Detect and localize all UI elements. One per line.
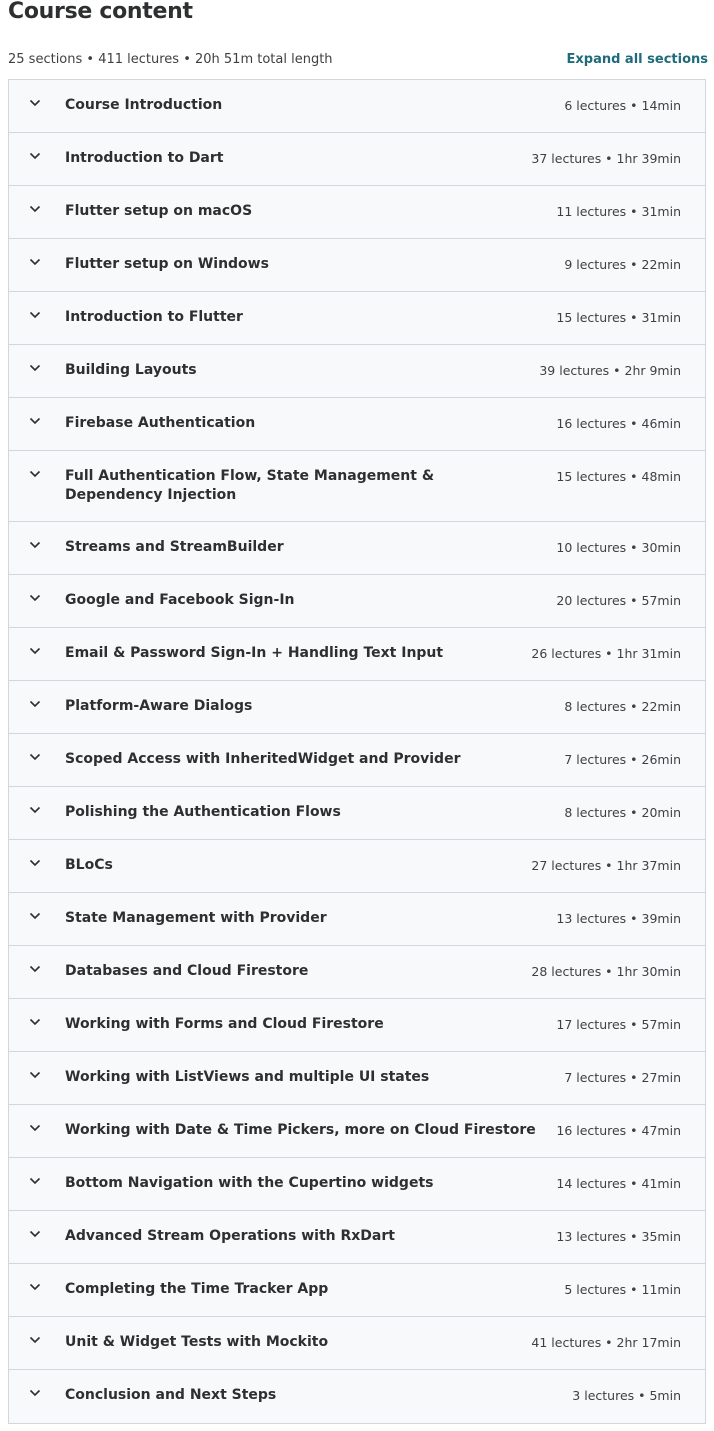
section-title: Course Introduction (65, 97, 223, 113)
section-meta: 14 lectures • 41min (556, 1176, 681, 1191)
chevron-down-icon (9, 1211, 65, 1238)
chevron-down-icon (9, 1370, 65, 1397)
section-meta: 37 lectures • 1hr 39min (531, 151, 681, 166)
chevron-down-icon (9, 239, 65, 266)
section-row[interactable] (9, 239, 705, 292)
section-title: Full Authentication Flow, State Management & Dependency Injection (65, 468, 435, 503)
section-row[interactable] (9, 292, 705, 345)
section-title: Working with Date & Time Pickers, more on Cloud Firestore (65, 1122, 536, 1138)
chevron-down-icon (9, 734, 65, 761)
section-meta: 8 lectures • 22min (564, 699, 681, 714)
section-title: Polishing the Authentication Flows (65, 804, 341, 820)
course-sections-list (8, 79, 706, 1424)
section-meta: 16 lectures • 47min (556, 1123, 681, 1138)
section-meta: 20 lectures • 57min (556, 593, 681, 608)
section-meta: 3 lectures • 5min (572, 1388, 681, 1403)
chevron-down-icon (9, 80, 65, 107)
section-title: Firebase Authentication (65, 415, 256, 431)
section-row[interactable] (9, 575, 705, 628)
section-title: Working with Forms and Cloud Firestore (65, 1016, 384, 1032)
section-meta: 41 lectures • 2hr 17min (531, 1335, 681, 1350)
section-row[interactable] (9, 999, 705, 1052)
section-meta: 15 lectures • 31min (556, 310, 681, 325)
section-title: Introduction to Flutter (65, 309, 243, 325)
section-row[interactable] (9, 522, 705, 575)
chevron-down-icon (9, 787, 65, 814)
section-title: State Management with Provider (65, 910, 327, 926)
chevron-down-icon (9, 681, 65, 708)
section-title: Building Layouts (65, 362, 197, 378)
section-title: Advanced Stream Operations with RxDart (65, 1228, 395, 1244)
chevron-down-icon (9, 575, 65, 602)
section-meta: 15 lectures • 48min (556, 469, 681, 484)
section-title: Flutter setup on Windows (65, 256, 269, 272)
section-meta: 8 lectures • 20min (564, 805, 681, 820)
section-row[interactable] (9, 133, 705, 186)
section-row[interactable] (9, 345, 705, 398)
section-row[interactable] (9, 681, 705, 734)
chevron-down-icon (9, 292, 65, 319)
section-meta: 26 lectures • 1hr 31min (531, 646, 681, 661)
section-title: Platform-Aware Dialogs (65, 698, 253, 714)
section-title: Streams and StreamBuilder (65, 539, 284, 555)
section-meta: 13 lectures • 39min (556, 911, 681, 926)
section-title: Unit & Widget Tests with Mockito (65, 1334, 329, 1350)
section-title: Working with ListViews and multiple UI states (65, 1069, 430, 1085)
section-meta: 7 lectures • 26min (564, 752, 681, 767)
chevron-down-icon (9, 451, 65, 478)
chevron-down-icon (9, 1264, 65, 1291)
section-meta: 13 lectures • 35min (556, 1229, 681, 1244)
section-meta: 16 lectures • 46min (556, 416, 681, 431)
chevron-down-icon (9, 999, 65, 1026)
chevron-down-icon (9, 398, 65, 425)
section-row[interactable] (9, 893, 705, 946)
section-title: Flutter setup on macOS (65, 203, 253, 219)
section-title: Databases and Cloud Firestore (65, 963, 309, 979)
section-row[interactable] (9, 1211, 705, 1264)
section-meta: 27 lectures • 1hr 37min (531, 858, 681, 873)
section-row[interactable] (9, 734, 705, 787)
chevron-down-icon (9, 133, 65, 160)
section-row[interactable] (9, 1370, 705, 1423)
section-meta: 5 lectures • 11min (564, 1282, 681, 1297)
section-meta: 6 lectures • 14min (564, 98, 681, 113)
section-row[interactable] (9, 628, 705, 681)
section-title: Scoped Access with InheritedWidget and Provider (65, 751, 461, 767)
section-row[interactable] (9, 1158, 705, 1211)
section-row[interactable] (9, 946, 705, 999)
section-row[interactable] (9, 787, 705, 840)
section-meta: 11 lectures • 31min (556, 204, 681, 219)
section-title: Bottom Navigation with the Cupertino widgets (65, 1175, 434, 1191)
chevron-down-icon (9, 1158, 65, 1185)
section-meta: 10 lectures • 30min (556, 540, 681, 555)
section-row[interactable] (9, 186, 705, 239)
section-row[interactable] (9, 398, 705, 451)
section-row[interactable] (9, 1264, 705, 1317)
section-title: Google and Facebook Sign-In (65, 592, 295, 608)
section-title: Email & Password Sign-In + Handling Text Input (65, 645, 444, 661)
chevron-down-icon (9, 1105, 65, 1132)
section-row[interactable] (9, 80, 705, 133)
section-title: BLoCs (65, 857, 113, 873)
chevron-down-icon (9, 840, 65, 867)
chevron-down-icon (9, 893, 65, 920)
section-title: Introduction to Dart (65, 150, 224, 166)
expand-all-sections-button[interactable]: Expand all sections (566, 51, 708, 67)
section-row[interactable] (9, 451, 705, 522)
chevron-down-icon (9, 1052, 65, 1079)
section-row[interactable] (9, 840, 705, 893)
course-summary: 25 sections • 411 lectures • 20h 51m total length (8, 51, 333, 67)
section-row[interactable] (9, 1105, 705, 1158)
page-title: Course content (8, 0, 193, 24)
section-title: Conclusion and Next Steps (65, 1387, 277, 1403)
section-meta: 9 lectures • 22min (564, 257, 681, 272)
section-meta: 17 lectures • 57min (556, 1017, 681, 1032)
chevron-down-icon (9, 186, 65, 213)
chevron-down-icon (9, 1317, 65, 1344)
course-summary-bar (8, 48, 708, 70)
chevron-down-icon (9, 345, 65, 372)
chevron-down-icon (9, 628, 65, 655)
section-row[interactable] (9, 1317, 705, 1370)
section-meta: 28 lectures • 1hr 30min (531, 964, 681, 979)
chevron-down-icon (9, 522, 65, 549)
section-row[interactable] (9, 1052, 705, 1105)
section-title: Completing the Time Tracker App (65, 1281, 329, 1297)
section-meta: 7 lectures • 27min (564, 1070, 681, 1085)
chevron-down-icon (9, 946, 65, 973)
section-meta: 39 lectures • 2hr 9min (539, 363, 681, 378)
